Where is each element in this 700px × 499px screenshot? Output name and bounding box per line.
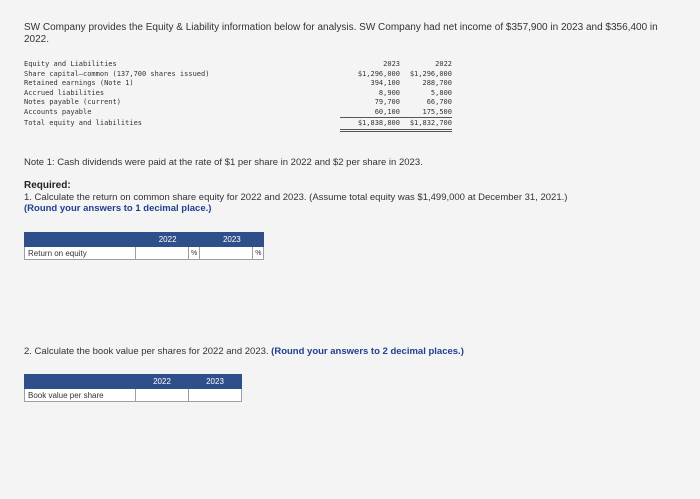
question-2-text bbox=[24, 346, 464, 357]
col-header-2023: 2023 bbox=[200, 233, 264, 247]
fin-value-2022: 288,700 bbox=[422, 79, 452, 87]
fin-value-2023: 8,900 bbox=[378, 88, 400, 97]
fin-total-2023: $1,838,800 bbox=[340, 119, 400, 132]
row-label-roe: Return on equity bbox=[25, 247, 136, 260]
fin-value-2023: 79,700 bbox=[374, 98, 400, 106]
fin-row-label: Accounts payable bbox=[24, 107, 92, 116]
roe-answer-table bbox=[24, 232, 264, 260]
year-header-2023: 2023 bbox=[383, 60, 400, 68]
year-header-2022: 2022 bbox=[435, 60, 452, 68]
roe-2023-input[interactable] bbox=[200, 247, 253, 260]
fin-row-label: Total equity and liabilities bbox=[24, 119, 143, 127]
fin-value-2022: $1,296,000 bbox=[409, 69, 452, 78]
bvps-2022-input[interactable] bbox=[136, 389, 189, 402]
percent-unit: % bbox=[189, 247, 200, 260]
col-header-2022: 2022 bbox=[136, 233, 200, 247]
required-heading: Required: bbox=[24, 180, 71, 191]
percent-unit: % bbox=[253, 247, 264, 260]
fin-value-2023: 60,100 bbox=[340, 108, 400, 119]
note-1: Note 1: Cash dividends were paid at the rate of $1 per share in 2022 and $2 per share in 2023. bbox=[24, 157, 423, 168]
fin-row-label: Accrued liabilities bbox=[24, 88, 105, 97]
col-header-2022: 2022 bbox=[136, 375, 189, 389]
fin-value-2023: 394,100 bbox=[370, 79, 400, 87]
bvps-2023-input[interactable] bbox=[189, 389, 242, 402]
col-header-2023: 2023 bbox=[189, 375, 242, 389]
question-1-text: 1. Calculate the return on common share equity for 2022 and 2023. (Assume total equity was $1,499,000 at December 31, 2021.) bbox=[24, 192, 568, 203]
fin-row-label: Equity and Liabilities bbox=[24, 60, 117, 68]
question-2-body: 2. Calculate the book value per shares for 2022 and 2023. bbox=[24, 346, 269, 357]
intro-text: SW Company provides the Equity & Liability information below for analysis. SW Company had net income of $357,900 in 2023 and $356,400 in 2022. bbox=[24, 22, 658, 45]
fin-value-2022: 66,700 bbox=[426, 98, 452, 106]
bvps-answer-table bbox=[24, 374, 242, 402]
fin-row-label: Share capital—common (137,700 shares issued) bbox=[24, 69, 210, 78]
row-label-bvps: Book value per share bbox=[25, 389, 136, 402]
header-blank bbox=[25, 375, 136, 389]
fin-value-2023: $1,296,000 bbox=[357, 69, 400, 78]
fin-row-label: Notes payable (current) bbox=[24, 98, 121, 106]
fin-total-2022: $1,832,700 bbox=[392, 119, 452, 132]
question-1-instruction: (Round your answers to 1 decimal place.) bbox=[24, 203, 212, 214]
roe-2022-input[interactable] bbox=[136, 247, 189, 260]
header-blank bbox=[25, 233, 136, 247]
fin-value-2022: 175,500 bbox=[392, 108, 452, 119]
fin-row-label: Retained earnings (Note 1) bbox=[24, 79, 134, 87]
fin-value-2022: 5,800 bbox=[430, 88, 452, 97]
question-2-instruction: (Round your answers to 2 decimal places.) bbox=[271, 346, 464, 357]
